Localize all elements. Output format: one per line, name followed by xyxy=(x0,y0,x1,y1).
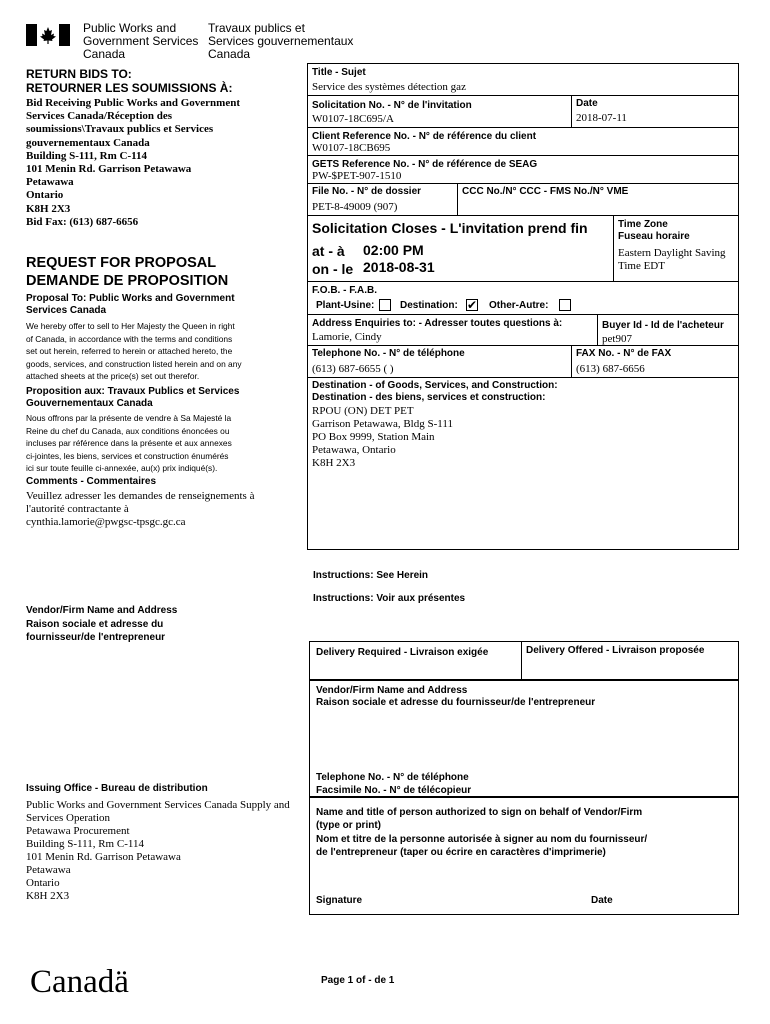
destination-goods-label-line: Destination - of Goods, Services, and Construction: xyxy=(312,380,558,391)
bid-fax-line: Bid Fax: (613) 687-6656 xyxy=(26,215,139,228)
closes-date: 2018-08-31 xyxy=(363,259,435,275)
page-number: Page 1 of - de 1 xyxy=(321,975,395,986)
proposition-text-line: Reine du chef du Canada, aux conditions énoncées ou xyxy=(26,425,230,436)
destination-goods-label-line: Destination - des biens, services et construction: xyxy=(312,392,546,403)
return-bids-address xyxy=(26,97,240,229)
fob-plant-label: Plant-Usine: xyxy=(316,300,375,311)
destination-line: K8H 2X3 xyxy=(312,457,356,469)
time-zone-label-line: Time Zone xyxy=(618,219,668,230)
ccc-no-label: CCC No./N° CCC - FMS No./N° VME xyxy=(462,186,629,197)
delivery-required-label: Delivery Required - Livraison exigée xyxy=(316,647,489,658)
address-line: 101 Menin Rd. Garrison Petawawa xyxy=(26,163,192,176)
proposal-text-line: set out herein, referred to herein or attached hereto, the xyxy=(26,346,233,356)
date-label: Date xyxy=(576,98,598,109)
rfp-title-line: REQUEST FOR PROPOSAL xyxy=(26,255,217,271)
closes-on-label: on - le xyxy=(312,261,354,277)
instructions-fr: Instructions: Voir aux présentes xyxy=(313,593,466,604)
fax-label: FAX No. - N° de FAX xyxy=(576,348,672,359)
address-enquiries-label: Address Enquiries to: - Adresser toutes questions à: xyxy=(312,318,563,329)
authorized-label-line: Name and title of person authorized to sign on behalf of Vendor/Firm xyxy=(316,807,643,818)
destination-goods-label xyxy=(312,380,558,404)
destination-line: Garrison Petawawa, Bldg S-111 xyxy=(312,418,453,430)
dept-en-line: Public Works and xyxy=(83,21,177,35)
department-name-en xyxy=(83,22,198,61)
signature-label: Signature xyxy=(316,895,363,906)
proposition-aux-label-line: Proposition aux: Travaux Publics et Services xyxy=(26,386,240,397)
vendor-left-label-line: fournisseur/de l'entrepreneur xyxy=(26,632,166,643)
address-line: Bid Receiving Public Works and Government xyxy=(26,97,241,109)
time-zone-value-line: Eastern Daylight Saving xyxy=(618,247,726,259)
proposition-aux-label xyxy=(26,386,239,410)
issuing-line: Building S-111, Rm C-114 xyxy=(26,838,144,850)
authorized-label-line: Nom et titre de la personne autorisée à signer au nom du fournisseur/ xyxy=(316,833,648,845)
proposition-text-line: ci-jointes, les biens, services et construction énumérés xyxy=(26,450,229,461)
issuing-line: Petawawa Procurement xyxy=(26,825,130,837)
authorized-label-line: de l'entrepreneur (taper ou écrire en caractères d'imprimerie) xyxy=(316,846,606,858)
destination-line: Petawawa, Ontario xyxy=(312,444,396,456)
destination-checkbox[interactable] xyxy=(466,299,478,311)
comments-line: l'autorité contractante à xyxy=(26,503,129,515)
date-value: 2018-07-11 xyxy=(576,112,627,124)
return-bids-title xyxy=(26,67,232,95)
solicitation-closes-title: Solicitation Closes - L'invitation prend fin xyxy=(312,220,588,236)
dept-fr-line: Services gouvernementaux xyxy=(208,34,354,48)
closes-time: 02:00 PM xyxy=(363,242,424,258)
address-line: Ontario xyxy=(26,189,64,202)
dept-en-line: Government Services xyxy=(83,34,199,48)
authorized-person-label xyxy=(316,806,647,859)
proposal-text-line: of Canada, in accordance with the terms and conditions xyxy=(26,333,233,344)
canada-wordmark: Canadä xyxy=(30,964,129,1000)
issuing-line: Petawawa xyxy=(26,864,71,876)
client-ref-label: Client Reference No. - N° de référence du client xyxy=(312,131,537,142)
contracting-email: cynthia.lamorie@pwgsc-tpsgc.gc.ca xyxy=(26,516,186,528)
return-bids-title-line: RETOURNER LES SOUMISSIONS À: xyxy=(26,81,233,95)
fob-destination-label: Destination: xyxy=(400,300,458,311)
solicitation-no-label: Solicitation No. - N° de l'invitation xyxy=(312,100,472,111)
instructions-en: Instructions: See Herein xyxy=(313,570,429,581)
issuing-line: Ontario xyxy=(26,877,60,889)
buyer-id-value: pet907 xyxy=(602,333,632,345)
comments-label: Comments - Commentaires xyxy=(26,476,157,487)
destination-line: RPOU (ON) DET PET xyxy=(312,405,414,417)
address-line: K8H 2X3 xyxy=(26,202,71,215)
proposal-text-line: We hereby offer to sell to Her Majesty the Queen in right xyxy=(26,321,235,331)
time-zone-label-line: Fuseau horaire xyxy=(618,231,690,242)
address-enquiries-value: Lamorie, Cindy xyxy=(312,331,382,343)
proposal-to-text xyxy=(26,320,242,383)
dept-fr-line: Travaux publics et xyxy=(208,21,305,35)
vendor-left-label-line: Vendor/Firm Name and Address xyxy=(26,605,178,616)
delivery-offered-label: Delivery Offered - Livraison proposée xyxy=(526,645,705,656)
canada-flag-icon xyxy=(26,24,70,46)
client-ref-value: W0107-18CB695 xyxy=(312,142,391,154)
proposition-text-line: Nous offrons par la présente de vendre à Sa Majesté la xyxy=(26,413,232,423)
time-zone-value xyxy=(618,247,726,273)
vendor-telephone-label: Telephone No. - N° de téléphone xyxy=(316,772,469,783)
proposal-to-label xyxy=(26,293,235,317)
dept-en-line: Canada xyxy=(83,47,126,61)
vendor-right-label-line: Raison sociale et adresse du fournisseur/de l'entrepreneur xyxy=(316,697,596,708)
time-zone-value-line: Time EDT xyxy=(618,260,665,272)
address-line: Services Canada/Réception des xyxy=(26,110,173,123)
comments-text xyxy=(26,490,254,529)
destination-line: PO Box 9999, Station Main xyxy=(312,431,435,443)
issuing-office-label: Issuing Office - Bureau de distribution xyxy=(26,783,208,794)
telephone-label: Telephone No. - N° de téléphone xyxy=(312,348,465,359)
comments-line: Veuillez adresser les demandes de renseignements à xyxy=(26,490,255,502)
vendor-right-label xyxy=(316,685,595,709)
fob-other-label: Other-Autre: xyxy=(489,300,549,311)
issuing-line: Public Works and Government Services Canada Supply and xyxy=(26,799,290,811)
signature-date-label: Date xyxy=(591,895,613,906)
title-value: Service des systèmes détection gaz xyxy=(312,81,466,93)
dept-fr-line: Canada xyxy=(208,47,251,61)
title-label: Title - Sujet xyxy=(312,67,366,78)
solicitation-no-value: W0107-18C695/A xyxy=(312,113,394,125)
file-no-value: PET-8-49009 (907) xyxy=(312,201,398,213)
buyer-id-label: Buyer Id - Id de l'acheteur xyxy=(602,320,724,331)
vendor-left-label-line: Raison sociale et adresse du xyxy=(26,618,164,630)
proposal-text-line: goods, services, and construction listed herein and on any xyxy=(26,358,242,369)
return-bids-title-line: RETURN BIDS TO: xyxy=(26,67,132,81)
gets-ref-value: PW-$PET-907-1510 xyxy=(312,170,402,182)
other-checkbox[interactable] xyxy=(559,299,571,311)
issuing-office-address xyxy=(26,799,290,903)
proposition-aux-text xyxy=(26,412,232,475)
address-line: soumissions\Travaux publics et Services xyxy=(26,123,214,136)
fax-value: (613) 687-6656 xyxy=(576,363,645,375)
proposal-to-label-line: Proposal To: Public Works and Government xyxy=(26,293,235,304)
plant-checkbox[interactable] xyxy=(379,299,391,311)
fob-label: F.O.B. - F.A.B. xyxy=(312,285,377,296)
address-line: Building S-111, Rm C-114 xyxy=(26,149,148,162)
issuing-line: K8H 2X3 xyxy=(26,890,70,902)
file-no-label: File No. - N° de dossier xyxy=(312,186,422,197)
proposition-text-line: incluses par référence dans la présente et aux annexes xyxy=(26,438,232,448)
rfp-title xyxy=(26,254,228,290)
destination-goods-value xyxy=(312,405,453,470)
proposition-text-line: ici sur toute feuille ci-annexée, au(x) prix indiqué(s). xyxy=(26,463,218,473)
gets-ref-label: GETS Reference No. - N° de référence de SEAG xyxy=(312,159,538,170)
vendor-facsimile-label: Facsimile No. - N° de télécopieur xyxy=(316,785,472,796)
vendor-left-label xyxy=(26,604,177,645)
proposal-to-label-line: Services Canada xyxy=(26,305,107,316)
department-name-fr xyxy=(208,22,353,61)
issuing-line: 101 Menin Rd. Garrison Petawawa xyxy=(26,851,181,863)
authorized-label-line: (type or print) xyxy=(316,820,381,832)
closes-at-label: at - à xyxy=(312,243,345,259)
proposition-aux-label-line: Gouvernementaux Canada xyxy=(26,398,153,409)
vendor-phone-label xyxy=(316,771,471,797)
time-zone-label xyxy=(618,219,690,243)
checkmark-icon: ✔ xyxy=(467,298,478,312)
address-line: Petawawa xyxy=(26,176,74,189)
vendor-right-label-line: Vendor/Firm Name and Address xyxy=(316,685,468,696)
rfp-title-line: DEMANDE DE PROPOSITION xyxy=(26,273,229,289)
telephone-value: (613) 687-6655 ( ) xyxy=(312,363,394,375)
proposal-text-line: attached sheets at the price(s) set out therefor. xyxy=(26,371,200,381)
address-line: gouvernementaux Canada xyxy=(26,136,150,149)
issuing-line: Services Operation xyxy=(26,812,110,824)
